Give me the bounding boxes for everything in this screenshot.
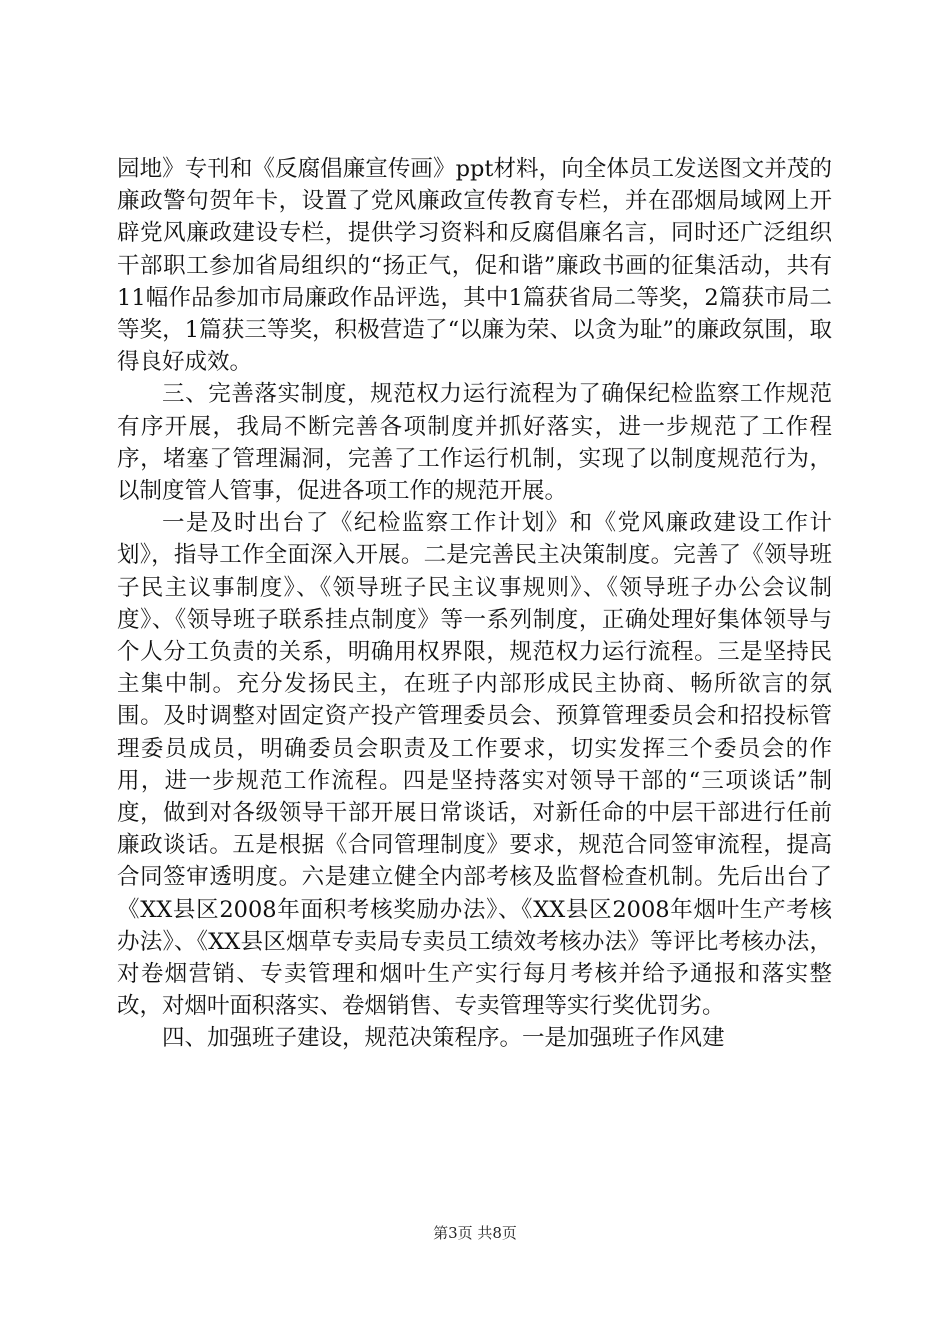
page-footer: 第3页 共8页 xyxy=(433,1224,517,1242)
paragraph-3: 一是及时出台了《纪检监察工作计划》和《党风廉政建设工作计划》，指导工作全面深入开展。二是完善民主决策制度。完善了《领导班子民主议事制度》、《领导班子民主议事规则》、《领导班子办公会议制度》、《领导班子联系挂点制度》等一系列制度，正确处理好集体领导与个人分工负责的关系，明确用权界限，规范权力运行流程。三是坚持民主集中制。充分发扬民主，在班子内部形成民主协商、畅所欲言的氛围。及时调整对固定资产投产管理委员会、预算管理委员会和招投标管理委员成员，明确委员会职责及工作要求，切实发挥三个委员会的作用，进一步规范工作流程。四是坚持落实对领导干部的“三项谈话”制度，做到对各级领导干部开展日常谈话，对新任命的中层干部进行任前廉政谈话。五是根据《合同管理制度》要求，规范合同签审流程，提高合同签审透明度。六是建立健全内部考核及监督检查机制。先后出台了《XX县区2008年面积考核奖励办法》、《XX县区2008年烟叶生产考核办法》、《XX县区烟草专卖局专卖员工绩效考核办法》等评比考核办法，对卷烟营销、专卖管理和烟叶生产实行每月考核并给予通报和落实整改，对烟叶面积落实、卷烟销售、专卖管理等实行奖优罚劣。 xyxy=(117,510,832,1020)
paragraph-2: 三、完善落实制度，规范权力运行流程为了确保纪检监察工作规范有序开展，我局不断完善各项制度并抓好落实，进一步规范了工作程序，堵塞了管理漏洞，完善了工作运行机制，实现了以制度规范行为，以制度管人管事，促进各项工作的规范开展。 xyxy=(117,381,832,505)
paragraph-4: 四、加强班子建设，规范决策程序。一是加强班子作风建 xyxy=(162,1025,725,1052)
document-body xyxy=(117,153,832,1055)
paragraph-1: 园地》专刊和《反腐倡廉宣传画》ppt材料，向全体员工发送图文并茂的廉政警句贺年卡，设置了党风廉政宣传教育专栏，并在邵烟局域网上开辟党风廉政建设专栏，提供学习资料和反腐倡廉名言，同时还广泛组织干部职工参加省局组织的“扬正气，促和谐”廉政书画的征集活动，共有11幅作品参加市局廉政作品评选，其中1篇获省局二等奖，2篇获市局二等奖，1篇获三等奖，积极营造了“以廉为荣、以贪为耻”的廉政氛围，取得良好成效。 xyxy=(117,156,832,376)
